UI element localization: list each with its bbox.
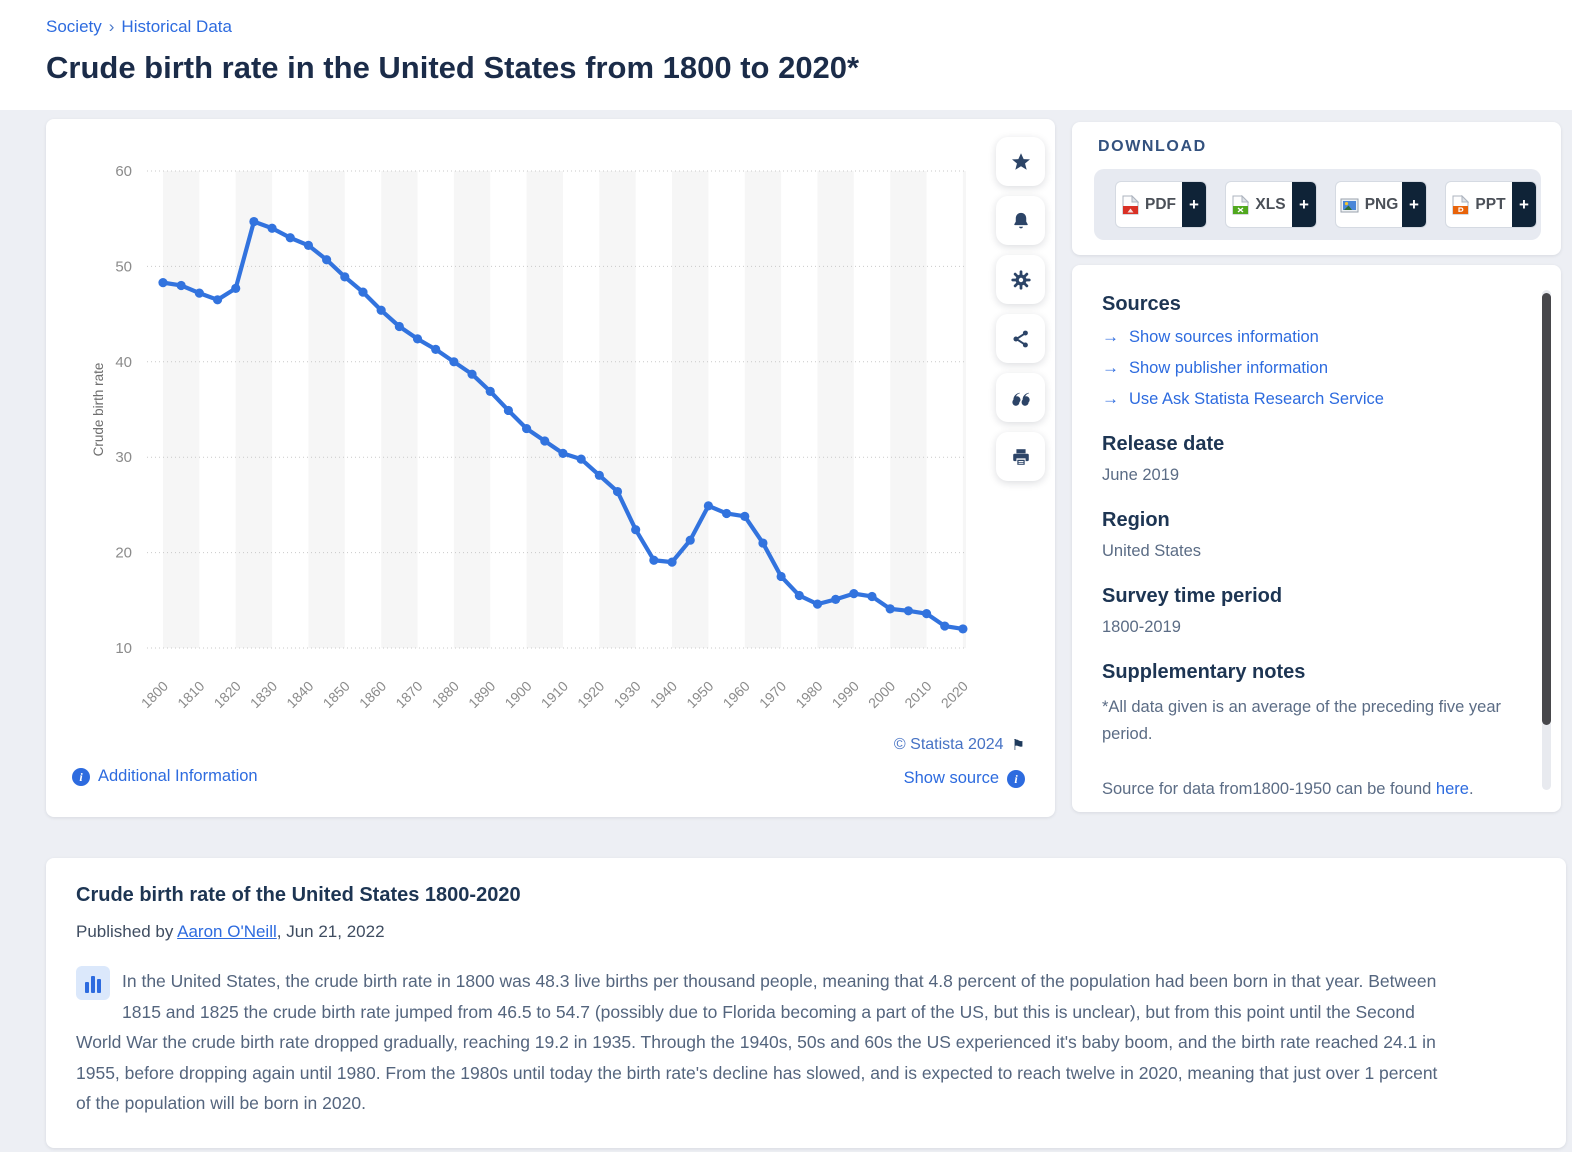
panel-scrollbar-thumb[interactable] <box>1542 293 1551 725</box>
survey-period-section <box>1102 585 1515 637</box>
breadcrumb-historical-data[interactable]: Historical Data <box>121 17 232 36</box>
release-date-value: June 2019 <box>1102 466 1180 484</box>
download-ppt-button[interactable] <box>1445 181 1537 228</box>
show-source-link[interactable] <box>904 769 1025 788</box>
description-title: Crude birth rate of the United States 1800-2020 <box>76 884 521 906</box>
ask-statista-link[interactable] <box>1102 389 1515 409</box>
data-point-1940[interactable] <box>667 558 676 567</box>
ppt-file-icon <box>1452 195 1469 215</box>
region-title: Region <box>1102 509 1170 531</box>
download-png-button[interactable] <box>1335 181 1427 228</box>
info-icon: i <box>1007 770 1025 788</box>
svg-text:2000: 2000 <box>864 677 899 712</box>
data-point-2015[interactable] <box>940 621 949 630</box>
additional-information-link[interactable] <box>72 767 258 786</box>
arrow-right-icon: → <box>1102 389 1119 408</box>
cite-button[interactable] <box>996 373 1045 422</box>
pdf-label: PDF <box>1145 195 1176 213</box>
byline <box>76 922 1496 942</box>
release-date-title: Release date <box>1102 433 1225 455</box>
ppt-label: PPT <box>1475 195 1506 213</box>
supplementary-notes-text: *All data given is an average of the preceding five year period. <box>1102 698 1501 743</box>
favorite-button[interactable] <box>996 137 1045 186</box>
data-point-1905[interactable] <box>540 436 549 445</box>
data-point-1875[interactable] <box>431 345 440 354</box>
svg-text:1990: 1990 <box>828 677 862 712</box>
gear-icon <box>1010 269 1032 291</box>
show-source-label: Show source <box>903 769 999 787</box>
svg-text:1940: 1940 <box>646 677 681 712</box>
info-icon: i <box>72 768 90 786</box>
data-point-1955[interactable] <box>722 509 731 518</box>
source-note-here-link[interactable]: here <box>1435 780 1469 798</box>
svg-text:1950: 1950 <box>683 677 717 712</box>
sources-title: Sources <box>1102 293 1181 315</box>
data-point-1815[interactable] <box>213 295 222 304</box>
data-point-1800[interactable] <box>158 278 167 287</box>
ask-statista-label: Use Ask Statista Research Service <box>1129 389 1384 408</box>
y-axis-title: Crude birth rate <box>91 362 106 457</box>
sources-section <box>1102 293 1515 409</box>
svg-text:30: 30 <box>115 449 132 467</box>
svg-text:50: 50 <box>115 258 132 276</box>
show-publisher-information-label: Show publisher information <box>1129 358 1329 377</box>
print-button[interactable] <box>996 432 1045 481</box>
star-icon <box>1010 151 1032 173</box>
data-point-1985[interactable] <box>831 595 840 604</box>
data-point-1855[interactable] <box>358 288 367 297</box>
description-text: In the United States, the crude birth rate in 1800 was 48.3 live births per thousand people, meaning that 4.8 percent of the population had been born in that year. Between 1815 and 1825 the crude birth rate jumped from 46.5 to 54.7 (possibly due to Florida becoming a part of the US, but this is unclear), but from this point until the Second World War the crude birth rate dropped gradually, reaching 19.2 in 1935. Through the 1940s, 50s and 60s the US experienced it's baby boom, and the birth rate reached 24.1 in 1955, before dropping again until 1980. From the 1980s until today the birth rate's decline has slowed, and is expected to reach twelve in 2020, meaning that just over 1 percent of the population will be born in 2020. <box>76 971 1438 1113</box>
x-axis-labels <box>138 678 971 711</box>
printer-icon <box>1010 446 1032 468</box>
survey-period-title: Survey time period <box>1102 585 1283 607</box>
svg-text:1820: 1820 <box>210 677 244 712</box>
data-point-2010[interactable] <box>922 609 931 618</box>
data-point-2020[interactable] <box>958 624 967 633</box>
breadcrumb-separator: › <box>108 17 115 36</box>
flag-icon[interactable]: ⚑ <box>1011 737 1025 754</box>
data-point-1900[interactable] <box>522 424 531 433</box>
show-publisher-information-link[interactable] <box>1102 358 1515 378</box>
svg-text:1830: 1830 <box>246 677 281 712</box>
data-point-1930[interactable] <box>631 525 640 534</box>
png-label: PNG <box>1364 195 1399 213</box>
download-pdf-button[interactable] <box>1115 181 1207 228</box>
description-body <box>76 966 1456 1119</box>
pdf-plus-button[interactable]: + <box>1182 181 1206 228</box>
decade-bands <box>163 171 966 648</box>
download-title: DOWNLOAD <box>1098 138 1207 155</box>
svg-text:1870: 1870 <box>392 677 426 712</box>
data-point-1925[interactable] <box>613 487 622 496</box>
xls-label: XLS <box>1255 195 1286 213</box>
data-point-1880[interactable] <box>449 357 458 366</box>
data-point-1965[interactable] <box>758 538 767 547</box>
data-point-1830[interactable] <box>267 224 276 233</box>
data-point-1865[interactable] <box>395 322 404 331</box>
svg-text:40: 40 <box>115 353 132 371</box>
png-plus-button[interactable]: + <box>1402 181 1426 228</box>
svg-text:1910: 1910 <box>537 677 572 712</box>
author-link[interactable]: Aaron O'Neill <box>177 922 277 941</box>
svg-text:1960: 1960 <box>719 677 753 712</box>
download-card <box>1072 122 1561 255</box>
svg-text:1890: 1890 <box>465 677 499 712</box>
svg-text:1880: 1880 <box>428 677 463 712</box>
source-note-text: Source for data from1800-1950 can be found <box>1102 780 1436 798</box>
breadcrumb-society[interactable]: Society <box>46 17 102 36</box>
source-note <box>1102 780 1515 799</box>
data-point-1975[interactable] <box>795 591 804 600</box>
bar-chart-icon <box>76 966 110 1000</box>
download-xls-button[interactable] <box>1225 181 1317 228</box>
data-point-2005[interactable] <box>904 606 913 615</box>
statista-copyright <box>894 736 1025 754</box>
page-title: Crude birth rate in the United States from 1800 to 2020* <box>46 50 860 85</box>
data-point-1820[interactable] <box>231 284 240 293</box>
quote-icon <box>1009 386 1033 410</box>
source-note-period: . <box>1468 780 1474 798</box>
show-sources-information-link[interactable] <box>1102 327 1515 347</box>
arrow-right-icon: → <box>1102 358 1119 377</box>
download-button-tray <box>1094 169 1541 240</box>
share-button[interactable] <box>996 314 1045 363</box>
svg-text:60: 60 <box>115 163 132 180</box>
data-point-1810[interactable] <box>195 289 204 298</box>
data-point-1915[interactable] <box>577 455 586 464</box>
data-point-1840[interactable] <box>304 241 313 250</box>
svg-text:1860: 1860 <box>355 677 390 712</box>
svg-text:1930: 1930 <box>610 677 644 712</box>
data-point-1945[interactable] <box>686 536 695 545</box>
breadcrumb <box>46 17 232 37</box>
data-point-1885[interactable] <box>467 370 476 379</box>
supplementary-notes-title: Supplementary notes <box>1102 661 1306 683</box>
data-point-1995[interactable] <box>867 592 876 601</box>
data-point-1990[interactable] <box>849 589 858 598</box>
chart-card <box>46 119 1055 817</box>
data-point-1825[interactable] <box>249 217 258 226</box>
svg-text:2020: 2020 <box>937 677 972 712</box>
data-point-1850[interactable] <box>340 272 349 281</box>
svg-text:10: 10 <box>115 640 132 657</box>
svg-text:1920: 1920 <box>574 677 608 712</box>
data-point-1805[interactable] <box>177 281 186 290</box>
svg-text:1800: 1800 <box>137 677 172 712</box>
xls-plus-button[interactable]: + <box>1292 181 1316 228</box>
metadata-panel <box>1072 265 1561 812</box>
survey-period-value: 1800-2019 <box>1102 618 1181 636</box>
ppt-plus-button[interactable]: + <box>1512 181 1536 228</box>
svg-text:1850: 1850 <box>319 677 353 712</box>
png-image-icon <box>1340 195 1359 215</box>
data-point-1980[interactable] <box>813 600 822 609</box>
data-point-1935[interactable] <box>649 556 658 565</box>
data-point-1910[interactable] <box>558 449 567 458</box>
published-by-label: Published by <box>76 922 178 941</box>
description-card <box>46 858 1566 1148</box>
data-point-1870[interactable] <box>413 334 422 343</box>
data-point-1835[interactable] <box>286 233 295 242</box>
panel-scrollbar-track[interactable] <box>1542 290 1551 790</box>
data-point-1950[interactable] <box>704 501 713 510</box>
data-point-1895[interactable] <box>504 406 513 415</box>
birth-rate-line-chart[interactable] <box>46 119 1055 719</box>
data-point-2000[interactable] <box>886 604 895 613</box>
data-point-1890[interactable] <box>486 387 495 396</box>
additional-information-label: Additional Information <box>98 767 258 785</box>
xls-file-icon <box>1232 195 1249 215</box>
svg-text:1900: 1900 <box>501 677 535 712</box>
copyright-label: © Statista 2024 <box>893 736 1004 753</box>
data-point-1860[interactable] <box>377 306 386 315</box>
pdf-file-icon <box>1122 195 1139 215</box>
svg-text:20: 20 <box>115 544 132 562</box>
show-sources-information-label: Show sources information <box>1129 327 1319 346</box>
share-icon <box>1010 328 1032 350</box>
bell-icon <box>1010 210 1032 232</box>
svg-text:1840: 1840 <box>283 677 317 712</box>
notification-button[interactable] <box>996 196 1045 245</box>
svg-text:1810: 1810 <box>174 677 208 712</box>
settings-button[interactable] <box>996 255 1045 304</box>
data-point-1845[interactable] <box>322 255 331 264</box>
arrow-right-icon: → <box>1102 327 1119 346</box>
release-date-section <box>1102 433 1515 485</box>
svg-text:2010: 2010 <box>901 677 935 712</box>
data-point-1970[interactable] <box>777 572 786 581</box>
svg-text:1980: 1980 <box>792 677 826 712</box>
chart-toolbar <box>996 137 1045 491</box>
region-section <box>1102 509 1515 561</box>
publish-date: , Jun 21, 2022 <box>276 922 385 941</box>
region-value: United States <box>1102 542 1202 560</box>
supplementary-notes-section <box>1102 661 1515 799</box>
data-point-1920[interactable] <box>595 471 604 480</box>
svg-text:1970: 1970 <box>755 677 790 712</box>
data-point-1960[interactable] <box>740 512 749 521</box>
